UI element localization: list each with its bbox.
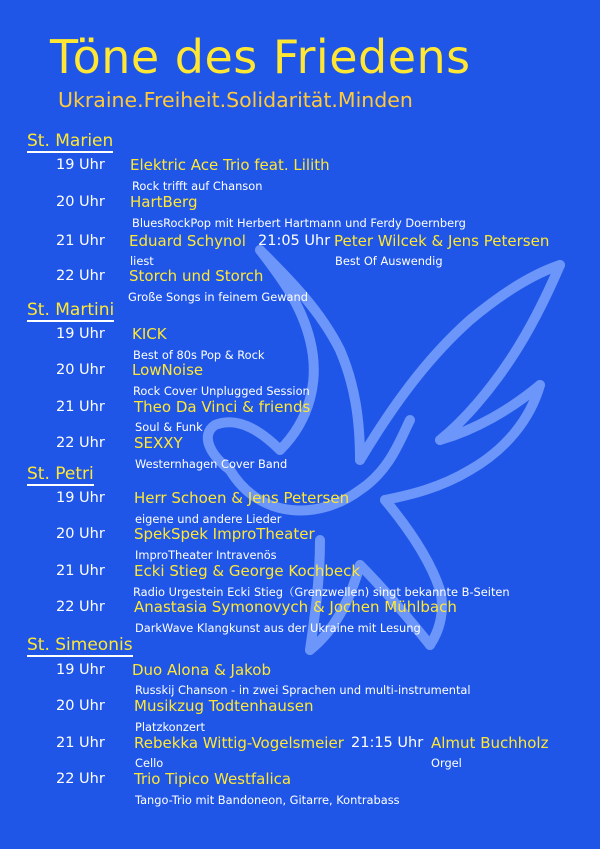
act-description: ImproTheater Intravenös <box>135 548 277 562</box>
time-label: 21 Uhr <box>56 563 105 579</box>
poster-subtitle: Ukraine.Freiheit.Solidarität.Minden <box>58 88 413 112</box>
time-label: 20 Uhr <box>56 362 105 378</box>
act-description: Best of 80s Pop & Rock <box>133 348 265 362</box>
act-description: Westernhagen Cover Band <box>135 457 288 471</box>
act-name: Trio Tipico Westfalica <box>134 770 292 788</box>
act-description: liest <box>130 254 154 268</box>
time-label: 19 Uhr <box>56 326 105 342</box>
time-label: 22 Uhr <box>56 435 105 451</box>
poster-title: Töne des Friedens <box>50 30 471 84</box>
act-name: SpekSpek ImproTheater <box>134 525 315 543</box>
act-name: Herr Schoen & Jens Petersen <box>134 489 350 507</box>
time-label: 21 Uhr <box>56 399 105 415</box>
act-name: Eduard Schynol <box>129 232 246 250</box>
act-name: Musikzug Todtenhausen <box>134 697 314 715</box>
act-name: Storch und Storch <box>129 267 264 285</box>
act-name: KICK <box>132 325 167 343</box>
time-label: 20 Uhr <box>56 526 105 542</box>
act-name: Anastasia Symonovych & Jochen Mühlbach <box>134 598 457 616</box>
act-name-second: Almut Buchholz <box>431 734 549 752</box>
time-label: 20 Uhr <box>56 194 105 210</box>
time-label: 22 Uhr <box>56 599 105 615</box>
time-label: 19 Uhr <box>56 490 105 506</box>
act-description: Cello <box>135 756 164 770</box>
act-description: Rock trifft auf Chanson <box>132 179 263 193</box>
time-label-second: 21:15 Uhr <box>351 735 424 751</box>
act-name: Elektric Ace Trio feat. Lilith <box>130 156 330 174</box>
venue-heading-st-simeonis: St. Simeonis <box>27 635 133 655</box>
act-name: Ecki Stieg & George Kochbeck <box>134 562 361 580</box>
time-label: 21 Uhr <box>56 233 105 249</box>
time-label: 19 Uhr <box>56 157 105 173</box>
time-label: 21 Uhr <box>56 735 105 751</box>
act-description: Radio Urgestein Ecki Stieg（Grenzwellen) singt bekannte B-Seiten <box>133 585 510 599</box>
act-name: Theo Da Vinci & friends <box>134 398 311 416</box>
act-description: Große Songs in feinem Gewand <box>128 290 308 304</box>
act-name: SEXXY <box>134 434 183 452</box>
act-description: Rock Cover Unplugged Session <box>133 384 310 398</box>
venue-heading-st-marien: St. Marien <box>27 131 114 151</box>
time-label: 20 Uhr <box>56 698 105 714</box>
act-name: Duo Alona & Jakob <box>132 661 272 679</box>
act-description: eigene und andere Lieder <box>135 512 282 526</box>
time-label: 22 Uhr <box>56 771 105 787</box>
act-description: Russkij Chanson - in zwei Sprachen und multi-instrumental <box>135 683 471 697</box>
act-description-second: Best Of Auswendig <box>335 254 443 268</box>
act-description: Soul & Funk <box>135 420 203 434</box>
act-name-second: Peter Wilcek & Jens Petersen <box>334 232 550 250</box>
act-description: BluesRockPop mit Herbert Hartmann und Ferdy Doernberg <box>132 216 466 230</box>
venue-heading-st-petri: St. Petri <box>27 464 94 484</box>
act-description: Platzkonzert <box>135 720 205 734</box>
time-label-second: 21:05 Uhr <box>258 233 331 249</box>
act-name: Rebekka Wittig-Vogelsmeier <box>134 734 344 752</box>
act-description: Tango-Trio mit Bandoneon, Gitarre, Kontrabass <box>135 793 400 807</box>
time-label: 19 Uhr <box>56 662 105 678</box>
venue-heading-st-martini: St. Martini <box>27 300 115 320</box>
act-description-second: Orgel <box>431 756 462 770</box>
act-name: LowNoise <box>132 361 204 379</box>
time-label: 22 Uhr <box>56 268 105 284</box>
act-description: DarkWave Klangkunst aus der Ukraine mit Lesung <box>135 621 421 635</box>
act-name: HartBerg <box>130 193 198 211</box>
